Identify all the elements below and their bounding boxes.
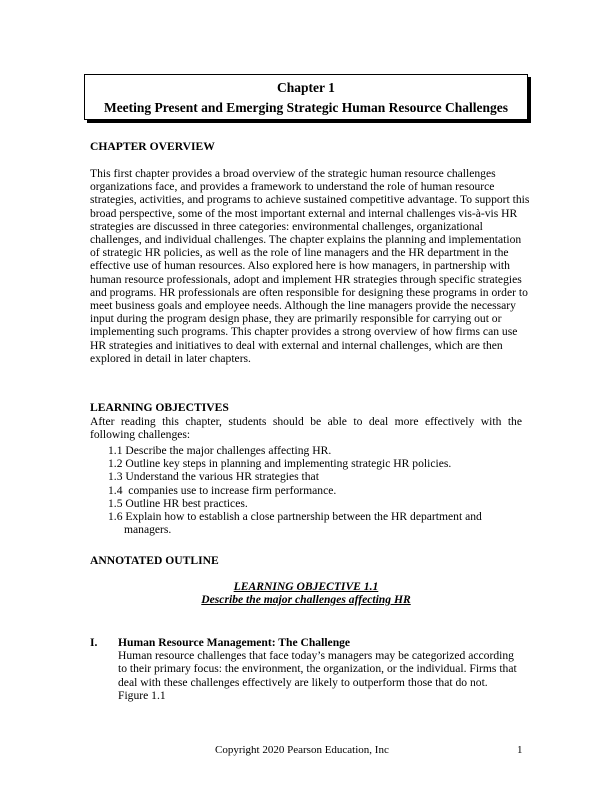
objective-text: companies use to increase firm performance. <box>125 483 337 497</box>
learning-objective-banner <box>90 580 522 606</box>
objective-text: Understand the various HR strategies that <box>125 470 319 484</box>
list-item <box>108 497 528 510</box>
list-item <box>108 470 528 483</box>
chapter-title: Meeting Present and Emerging Strategic Human Resource Challenges <box>103 100 509 115</box>
page-number: 1 <box>517 744 523 756</box>
chapter-number: Chapter 1 <box>277 80 335 95</box>
learning-objectives-list <box>108 444 528 536</box>
objective-text: Describe the major challenges affecting HR. <box>125 444 332 457</box>
section-numeral: I. <box>90 636 98 649</box>
section-content <box>118 636 518 702</box>
overview-heading: CHAPTER OVERVIEW <box>90 140 215 153</box>
objective-number: 1.6 <box>108 510 123 524</box>
annotated-outline-heading: ANNOTATED OUTLINE <box>90 554 219 567</box>
learning-objectives-intro: After reading this chapter, students should be able to deal more effectively with the following challenges: <box>90 415 522 442</box>
chapter-title-box <box>84 74 528 120</box>
objective-text: Outline key steps in planning and implementing strategic HR policies. <box>125 457 452 471</box>
objective-text: Outline HR best practices. <box>125 496 248 510</box>
objective-number: 1.2 <box>108 457 123 471</box>
section-paragraph: Human resource challenges that face today’s managers may be categorized according to their primary focus: the environment, the organization, or the individual. Firms that deal with these challenges effectively are likely to outperform those that do not. Figure 1.1 <box>118 649 517 702</box>
overview-paragraph: This first chapter provides a broad overview of the strategic human resource challenges organizations face, and provides a framework to understand the role of human resource strategies, activities, and programs to achieve sustained competitive advantage. To support this broad perspective, some of the most important external and internal challenges vis-à-vis HR strategies are discussed in three categories: environmental challenges, organizational challenges, and individual challenges. The chapter explains the planning and implementation of strategic HR policies, as well as the role of line managers and the HR department in the effective use of human resources. Also explored here is how managers, in partnership with human resource professionals, adopt and implement HR strategies through specific strategies and programs. HR professionals are often responsible for designing these programs in order to meet business goals and employee needs. Although the line managers provide the necessary input during the program design phase, they are primarily responsible for carrying out or implementing such programs. This chapter provides a strong overview of how firms can use HR strategies and initiatives to deal with external and internal challenges, which are then explored in detail in later chapters. <box>90 167 530 365</box>
objective-text: Explain how to establish a close partnership between the HR department and managers. <box>124 510 482 537</box>
list-item <box>108 444 528 457</box>
objective-number: 1.1 <box>108 444 123 457</box>
list-item <box>108 484 528 497</box>
objective-number: 1.3 <box>108 470 123 484</box>
list-item <box>108 510 528 536</box>
section-title: Human Resource Management: The Challenge <box>118 636 351 649</box>
copyright-notice: Copyright 2020 Pearson Education, Inc <box>215 744 389 756</box>
learning-objective-tag: LEARNING OBJECTIVE 1.1 <box>233 580 379 593</box>
objective-number: 1.4 <box>108 483 123 497</box>
list-item <box>108 457 528 470</box>
learning-objective-description: Describe the major challenges affecting HR <box>201 593 411 607</box>
objective-number: 1.5 <box>108 496 123 510</box>
learning-objectives-heading: LEARNING OBJECTIVES <box>90 401 229 414</box>
